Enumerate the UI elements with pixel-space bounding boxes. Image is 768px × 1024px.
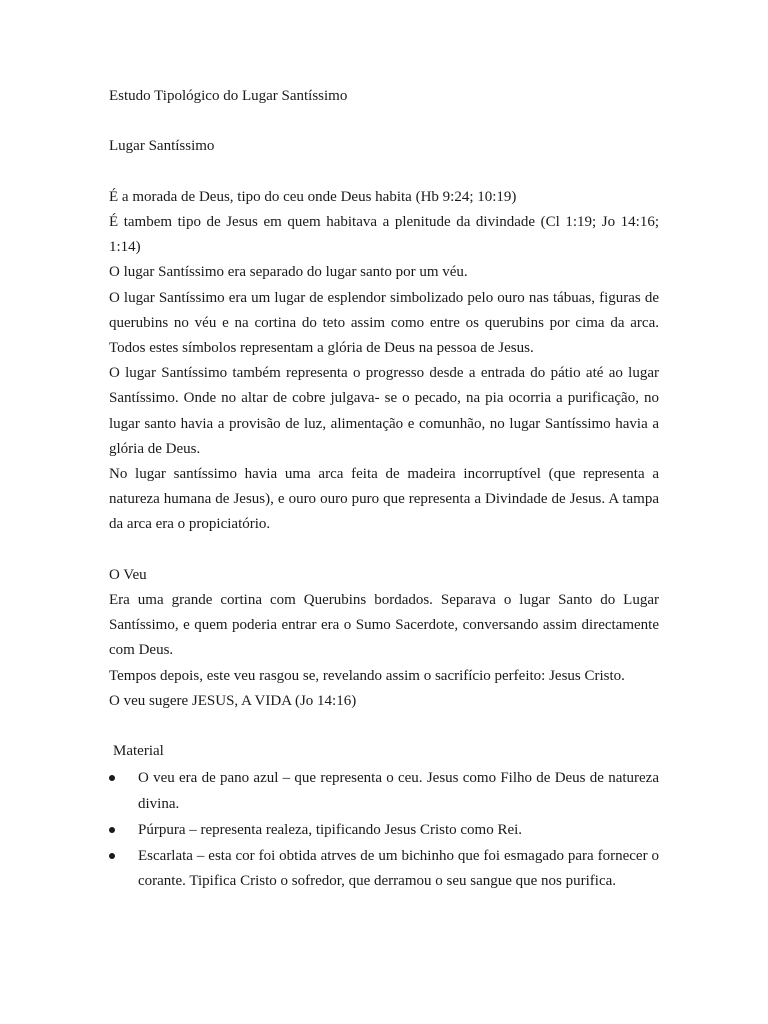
paragraph: O lugar Santíssimo era um lugar de esplendor simbolizado pelo ouro nas tábuas, figuras de querubins no véu e na cortina do teto assim como entre os querubins por cima da arca. Todos estes símbolos representam a glória de Deus na pessoa de Jesus.: [109, 289, 659, 356]
list-item: [109, 844, 659, 894]
section-heading-material: Material: [113, 743, 164, 760]
spacer: [109, 160, 659, 185]
section-heading-o-veu: O Veu: [109, 566, 147, 583]
bullet-icon: [109, 775, 115, 781]
bullet-icon: [109, 827, 115, 833]
paragraph: Tempos depois, este veu rasgou se, revelando assim o sacrifício perfeito: Jesus Cristo.: [109, 667, 625, 684]
paragraph: O lugar Santíssimo era separado do lugar santo por um véu.: [109, 264, 468, 281]
document-title: Estudo Tipológico do Lugar Santíssimo: [109, 88, 348, 104]
document-page: [109, 84, 659, 895]
list-item: [109, 766, 659, 816]
section-heading-lugar-santissimo: Lugar Santíssimo: [109, 138, 215, 155]
paragraph: O veu sugere JESUS, A VIDA (Jo 14:16): [109, 692, 357, 709]
paragraph: O lugar Santíssimo também representa o progresso desde a entrada do pátio até ao lugar Santíssimo. Onde no altar de cobre julgava- se o pecado, na pia ocorria a purificação, no lugar santo havia a provisão de luz, alimentação e comunhão, no lugar Santíssimo havia a glória de Deus.: [109, 365, 659, 457]
paragraph: É a morada de Deus, tipo do ceu onde Deus habita (Hb 9:24; 10:19): [109, 188, 517, 205]
spacer: [109, 538, 659, 563]
list-item-text: Escarlata – esta cor foi obtida atrves de um bichinho que foi esmagado para fornecer o corante. Tipifica Cristo o sofredor, que derramou o seu sangue que nos purifica.: [138, 848, 659, 890]
list-item-text: O veu era de pano azul – que representa o ceu. Jesus como Filho de Deus de natureza divina.: [138, 770, 659, 812]
material-list: [109, 766, 659, 894]
bullet-icon: [109, 853, 115, 859]
list-item-text: Púrpura – representa realeza, tipificando Jesus Cristo como Rei.: [138, 821, 523, 838]
spacer: [109, 714, 659, 739]
paragraph: Era uma grande cortina com Querubins bordados. Separava o lugar Santo do Lugar Santíssimo, e quem poderia entrar era o Sumo Sacerdote, conversando assim directamente com Deus.: [109, 592, 659, 659]
paragraph: No lugar santíssimo havia uma arca feita de madeira incorruptível (que representa a natureza humana de Jesus), e ouro ouro puro que representa a Divindade de Jesus. A tampa da arca era o propiciatório.: [109, 466, 659, 533]
list-item: [109, 818, 659, 843]
spacer: [109, 109, 659, 134]
paragraph: É tambem tipo de Jesus em quem habitava a plenitude da divindade (Cl 1:19; Jo 14:16; 1:14): [109, 213, 659, 256]
